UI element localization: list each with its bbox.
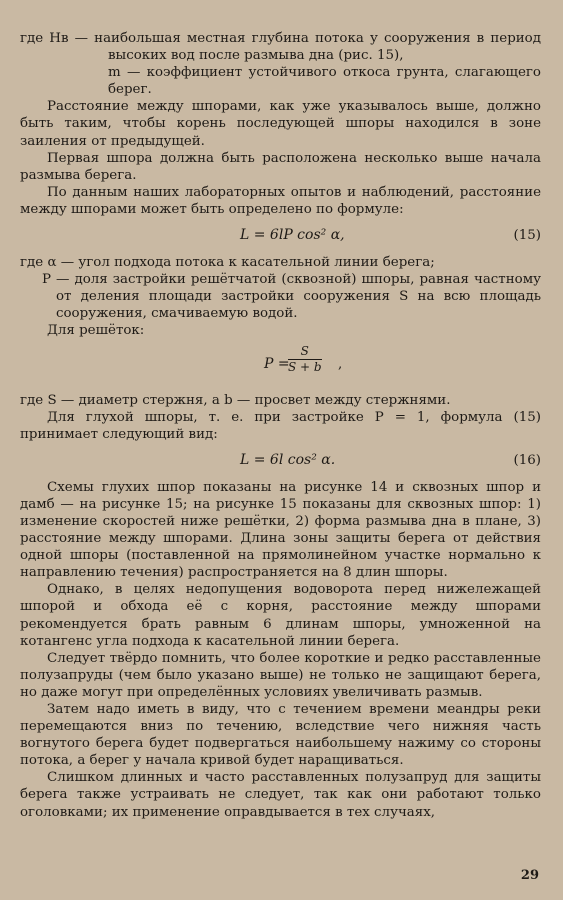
paragraph-schemes: Схемы глухих шпор показаны на рисунке 14 и сквозных шпор и дамб — на рисунке 15; на рисунке 15 показаны для сквозных шпор: 1) изменение скоростей ниже решётки, 2) форма размыва дна в плане, 3) расстояние между шпорами. Длина зоны защиты берега от действия одной шпоры (поставленной на прямолинейном участке нормально к направлению течения) распространяется на 8 длин шпоры. (20, 479, 541, 581)
paragraph-first-spur: Первая шпора должна быть расположена несколько выше начала размыва берега. (20, 150, 541, 183)
equation-15-expression: L = 6lP cos² α, (240, 227, 345, 244)
paragraph-spacing: Расстояние между шпорами, как уже указывалось выше, должно быть таким, чтобы корень последующей шпоры находился в зоне заиления от предыдущей. (20, 99, 541, 149)
paragraph-meanders: Затем надо иметь в виду, что с течением времени меандры реки перемещаются вниз по течению, вследствие чего нижняя часть вогнутого берега будет подвергаться наибольшему нажиму со стороны потока, а берег у начала кривой будет наращиваться. (20, 702, 541, 769)
where-s-b: где S — диаметр стержня, а b — просвет между стержнями. (20, 392, 451, 408)
fraction-numerator: S (288, 344, 322, 360)
paragraph-gratings: Для решёток: (47, 323, 145, 339)
fraction-comma: , (338, 356, 343, 372)
variable-definition-m: m — коэффициент устойчивого откоса грунта, слагающего берег. (108, 65, 541, 98)
paragraph-solid-spur: Для глухой шпоры, т. е. при застройке P = 1, формула (15) принимает следующий вид: (20, 409, 541, 442)
equation-16-expression: L = 6l cos² α. (240, 451, 336, 468)
paragraph-formula-intro: По данным наших лабораторных опытов и наблюдений, расстояние между шпорами может быть определено по формуле: (20, 184, 541, 217)
fraction-lhs: P = (264, 355, 290, 372)
equation-16 (20, 447, 541, 475)
equation-fraction (20, 342, 541, 390)
paragraph-remember: Следует твёрдо помнить, что более короткие и редко расставленные полузапруды (чем было указано выше) не только не защищают берега, но даже могут при определённых условиях увеличивать размыв. (20, 650, 541, 700)
page-number: 29 (520, 867, 539, 883)
variable-definition-h: где Hв — наибольшая местная глубина потока у сооружения в период высоких вод после размыва дна (рис. 15), (20, 31, 541, 64)
fraction (288, 344, 322, 375)
equation-15 (20, 222, 541, 250)
paragraph-whirlpool: Однако, в целях недопущения водоворота перед нижележащей шпорой и обхода её с корня, расстояние между шпорами рекомендуется брать равным 6 длинам шпоры, умноженной на котангенс угла подхода к касательной линии берега. (20, 582, 541, 649)
paragraph-long-dams: Слишком длинных и часто расставленных полузапруд для защиты берега также устраивать не следует, так как они работают только оголовками; их применение оправдывается в тех случаях, (20, 770, 541, 820)
fraction-denominator: S + b (288, 359, 322, 374)
equation-16-number: (16) (513, 452, 541, 468)
equation-15-number: (15) (513, 228, 541, 244)
where-alpha: где α — угол подхода потока к касательной линии берега; (20, 255, 435, 271)
where-p: P — доля застройки решётчатой (сквозной) шпоры, равная частному от деления площади застройки сооружения S на всю площадь сооружения, смачиваемую водой. (42, 272, 541, 322)
